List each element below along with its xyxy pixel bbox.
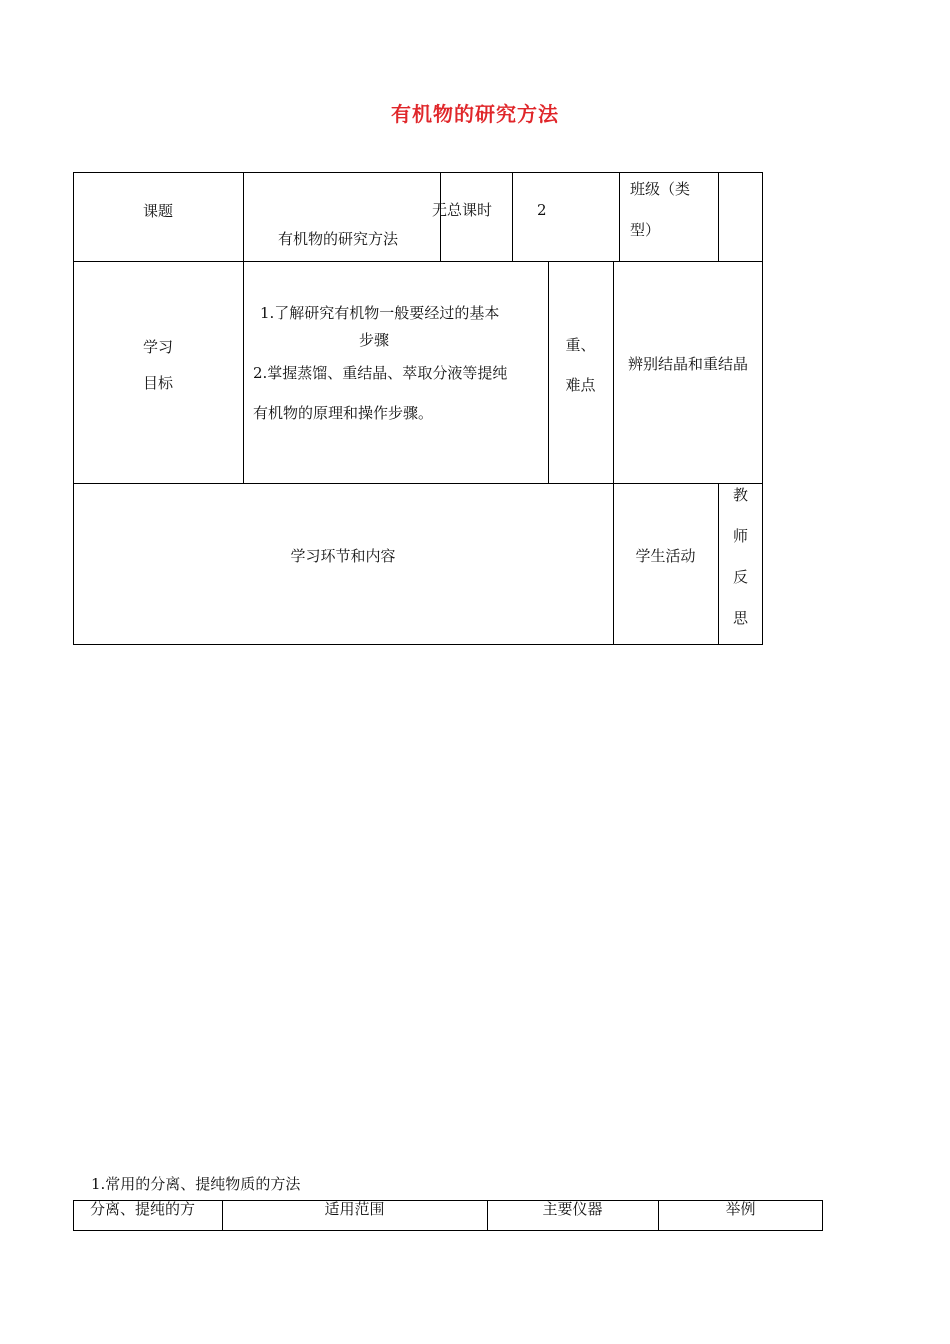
student-activity-header: 学生活动 bbox=[635, 547, 696, 565]
focus-label: 重、 bbox=[565, 336, 596, 354]
subject-label: 课题 bbox=[142, 202, 173, 220]
content-header: 学习环节和内容 bbox=[290, 547, 396, 565]
goal-label: 学习 bbox=[142, 338, 173, 356]
total-hours-label: 无总课时 bbox=[432, 201, 493, 219]
column-header: 适用范围 bbox=[324, 1200, 385, 1218]
goal-label-line2: 目标 bbox=[142, 374, 173, 392]
section-heading: 1.常用的分离、提纯物质的方法 bbox=[91, 1175, 301, 1193]
col-divider bbox=[243, 261, 244, 483]
class-type-label-line2: 型） bbox=[630, 221, 661, 239]
col-divider bbox=[548, 261, 549, 483]
column-header: 分离、提纯的方 bbox=[90, 1200, 196, 1218]
teacher-reflection-char: 教 bbox=[732, 486, 748, 504]
goal-item-2: 2.掌握蒸馏、重结晶、萃取分液等提纯 bbox=[253, 364, 508, 382]
goal-item-2-cont: 有机物的原理和操作步骤。 bbox=[253, 404, 434, 422]
teacher-reflection-char: 反 bbox=[732, 568, 748, 586]
document-title: 有机物的研究方法 bbox=[391, 102, 559, 126]
column-header: 举例 bbox=[725, 1200, 756, 1218]
col-divider bbox=[243, 172, 244, 261]
column-header: 主要仪器 bbox=[542, 1200, 603, 1218]
col-divider bbox=[619, 172, 620, 261]
col-divider bbox=[512, 172, 513, 261]
row-divider bbox=[73, 261, 762, 262]
goal-item-1: 1.了解研究有机物一般要经过的基本 bbox=[260, 304, 500, 322]
teacher-reflection-char: 师 bbox=[732, 527, 748, 545]
subject-value: 有机物的研究方法 bbox=[278, 230, 399, 248]
col-divider bbox=[718, 172, 719, 261]
class-type-label: 班级（类 bbox=[630, 180, 691, 198]
focus-label-line2: 难点 bbox=[565, 376, 596, 394]
goal-item-1-cont: 步骤 bbox=[359, 331, 390, 349]
col-divider bbox=[613, 261, 614, 483]
total-hours-value: 2 bbox=[537, 201, 547, 219]
row-divider bbox=[73, 483, 762, 484]
focus-value: 辨别结晶和重结晶 bbox=[627, 355, 748, 373]
teacher-reflection-char: 思 bbox=[732, 609, 748, 627]
col-divider bbox=[613, 483, 614, 645]
